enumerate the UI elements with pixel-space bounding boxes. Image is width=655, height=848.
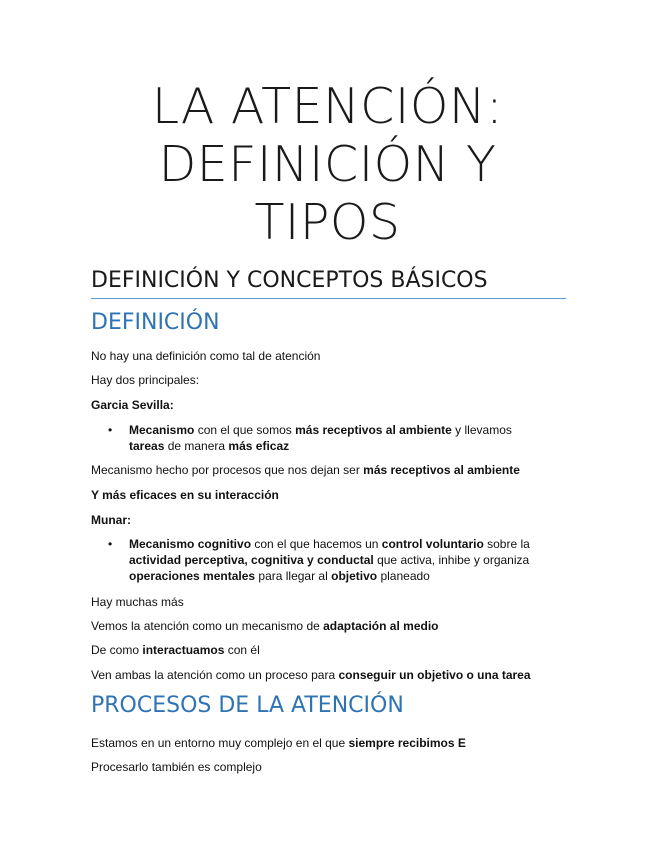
section-heading: DEFINICIÓN Y CONCEPTOS BÁSICOS xyxy=(91,266,566,299)
bold-text-run: control voluntario xyxy=(381,537,484,551)
paragraph-7: Hay muchas más xyxy=(91,595,184,609)
bullet-1-line-1 xyxy=(129,422,568,438)
paragraph-8 xyxy=(91,618,438,634)
bullet-item-2 xyxy=(108,536,568,584)
text-run: que activa, inhibe y organiza xyxy=(373,553,530,567)
bullet-1-line-2 xyxy=(129,438,568,454)
paragraph-2: Hay dos principales: xyxy=(91,373,200,387)
text-run: y llevamos xyxy=(451,423,512,437)
text-run: con el que somos xyxy=(194,423,296,437)
text-run: De como xyxy=(91,643,143,657)
paragraph-11 xyxy=(91,735,466,751)
text-run: sobre la xyxy=(483,537,530,551)
text-run: Vemos la atención como un mecanismo de xyxy=(91,619,324,633)
bold-text-run: Mecanismo xyxy=(129,423,195,437)
bold-text-run: tareas xyxy=(129,439,165,453)
bold-text-run: actividad perceptiva, cognitiva y conductal xyxy=(129,553,374,567)
text-run: Mecanismo hecho por procesos que nos dejan ser xyxy=(91,463,364,477)
paragraph-3: Garcia Sevilla: xyxy=(91,398,174,412)
bold-text-run: más eficaz xyxy=(228,439,290,453)
text-run: planeado xyxy=(377,569,430,583)
text-run: para llegar al xyxy=(255,569,332,583)
paragraph-1: No hay una definición como tal de atención xyxy=(91,349,321,363)
bold-text-run: siempre recibimos E xyxy=(348,736,466,750)
paragraph-10 xyxy=(91,667,531,683)
bold-text-run: objetivo xyxy=(331,569,378,583)
paragraph-12: Procesarlo también es complejo xyxy=(91,760,262,774)
subheading-definicion: DEFINICIÓN xyxy=(91,310,220,335)
paragraph-6: Munar: xyxy=(91,513,131,527)
title-line-2: DEFINICIÓN Y xyxy=(158,136,497,193)
text-run: con él xyxy=(224,643,260,657)
title-line-1: LA ATENCIÓN: xyxy=(151,78,504,135)
text-run: Ven ambas la atención como un proceso para xyxy=(91,668,339,682)
bold-text-run: más receptivos al ambiente xyxy=(295,423,452,437)
bullet-2-line-1 xyxy=(129,536,568,552)
bold-text-run: más receptivos al ambiente xyxy=(363,463,520,477)
bold-text-run: adaptación al medio xyxy=(323,619,439,633)
bullet-dot: • xyxy=(108,423,113,437)
paragraph-9 xyxy=(91,642,260,658)
paragraph-5: Y más eficaces en su interacción xyxy=(91,488,279,502)
bold-text-run: interactuamos xyxy=(142,643,225,657)
document-title xyxy=(0,78,655,252)
bold-text-run: operaciones mentales xyxy=(129,569,256,583)
text-run: Estamos en un entorno muy complejo en el que xyxy=(91,736,349,750)
paragraph-4 xyxy=(91,462,520,478)
bold-text-run: conseguir un objetivo o una tarea xyxy=(338,668,531,682)
text-run: de manera xyxy=(164,439,229,453)
text-run: con el que hacemos un xyxy=(251,537,382,551)
subheading-procesos: PROCESOS DE LA ATENCIÓN xyxy=(91,693,404,718)
bold-text-run: Mecanismo cognitivo xyxy=(129,537,252,551)
bullet-item-1 xyxy=(108,422,568,454)
bullet-2-line-2 xyxy=(129,552,568,568)
bullet-dot: • xyxy=(108,537,113,551)
title-line-3: TIPOS xyxy=(254,194,401,251)
bullet-2-line-3 xyxy=(129,568,568,584)
